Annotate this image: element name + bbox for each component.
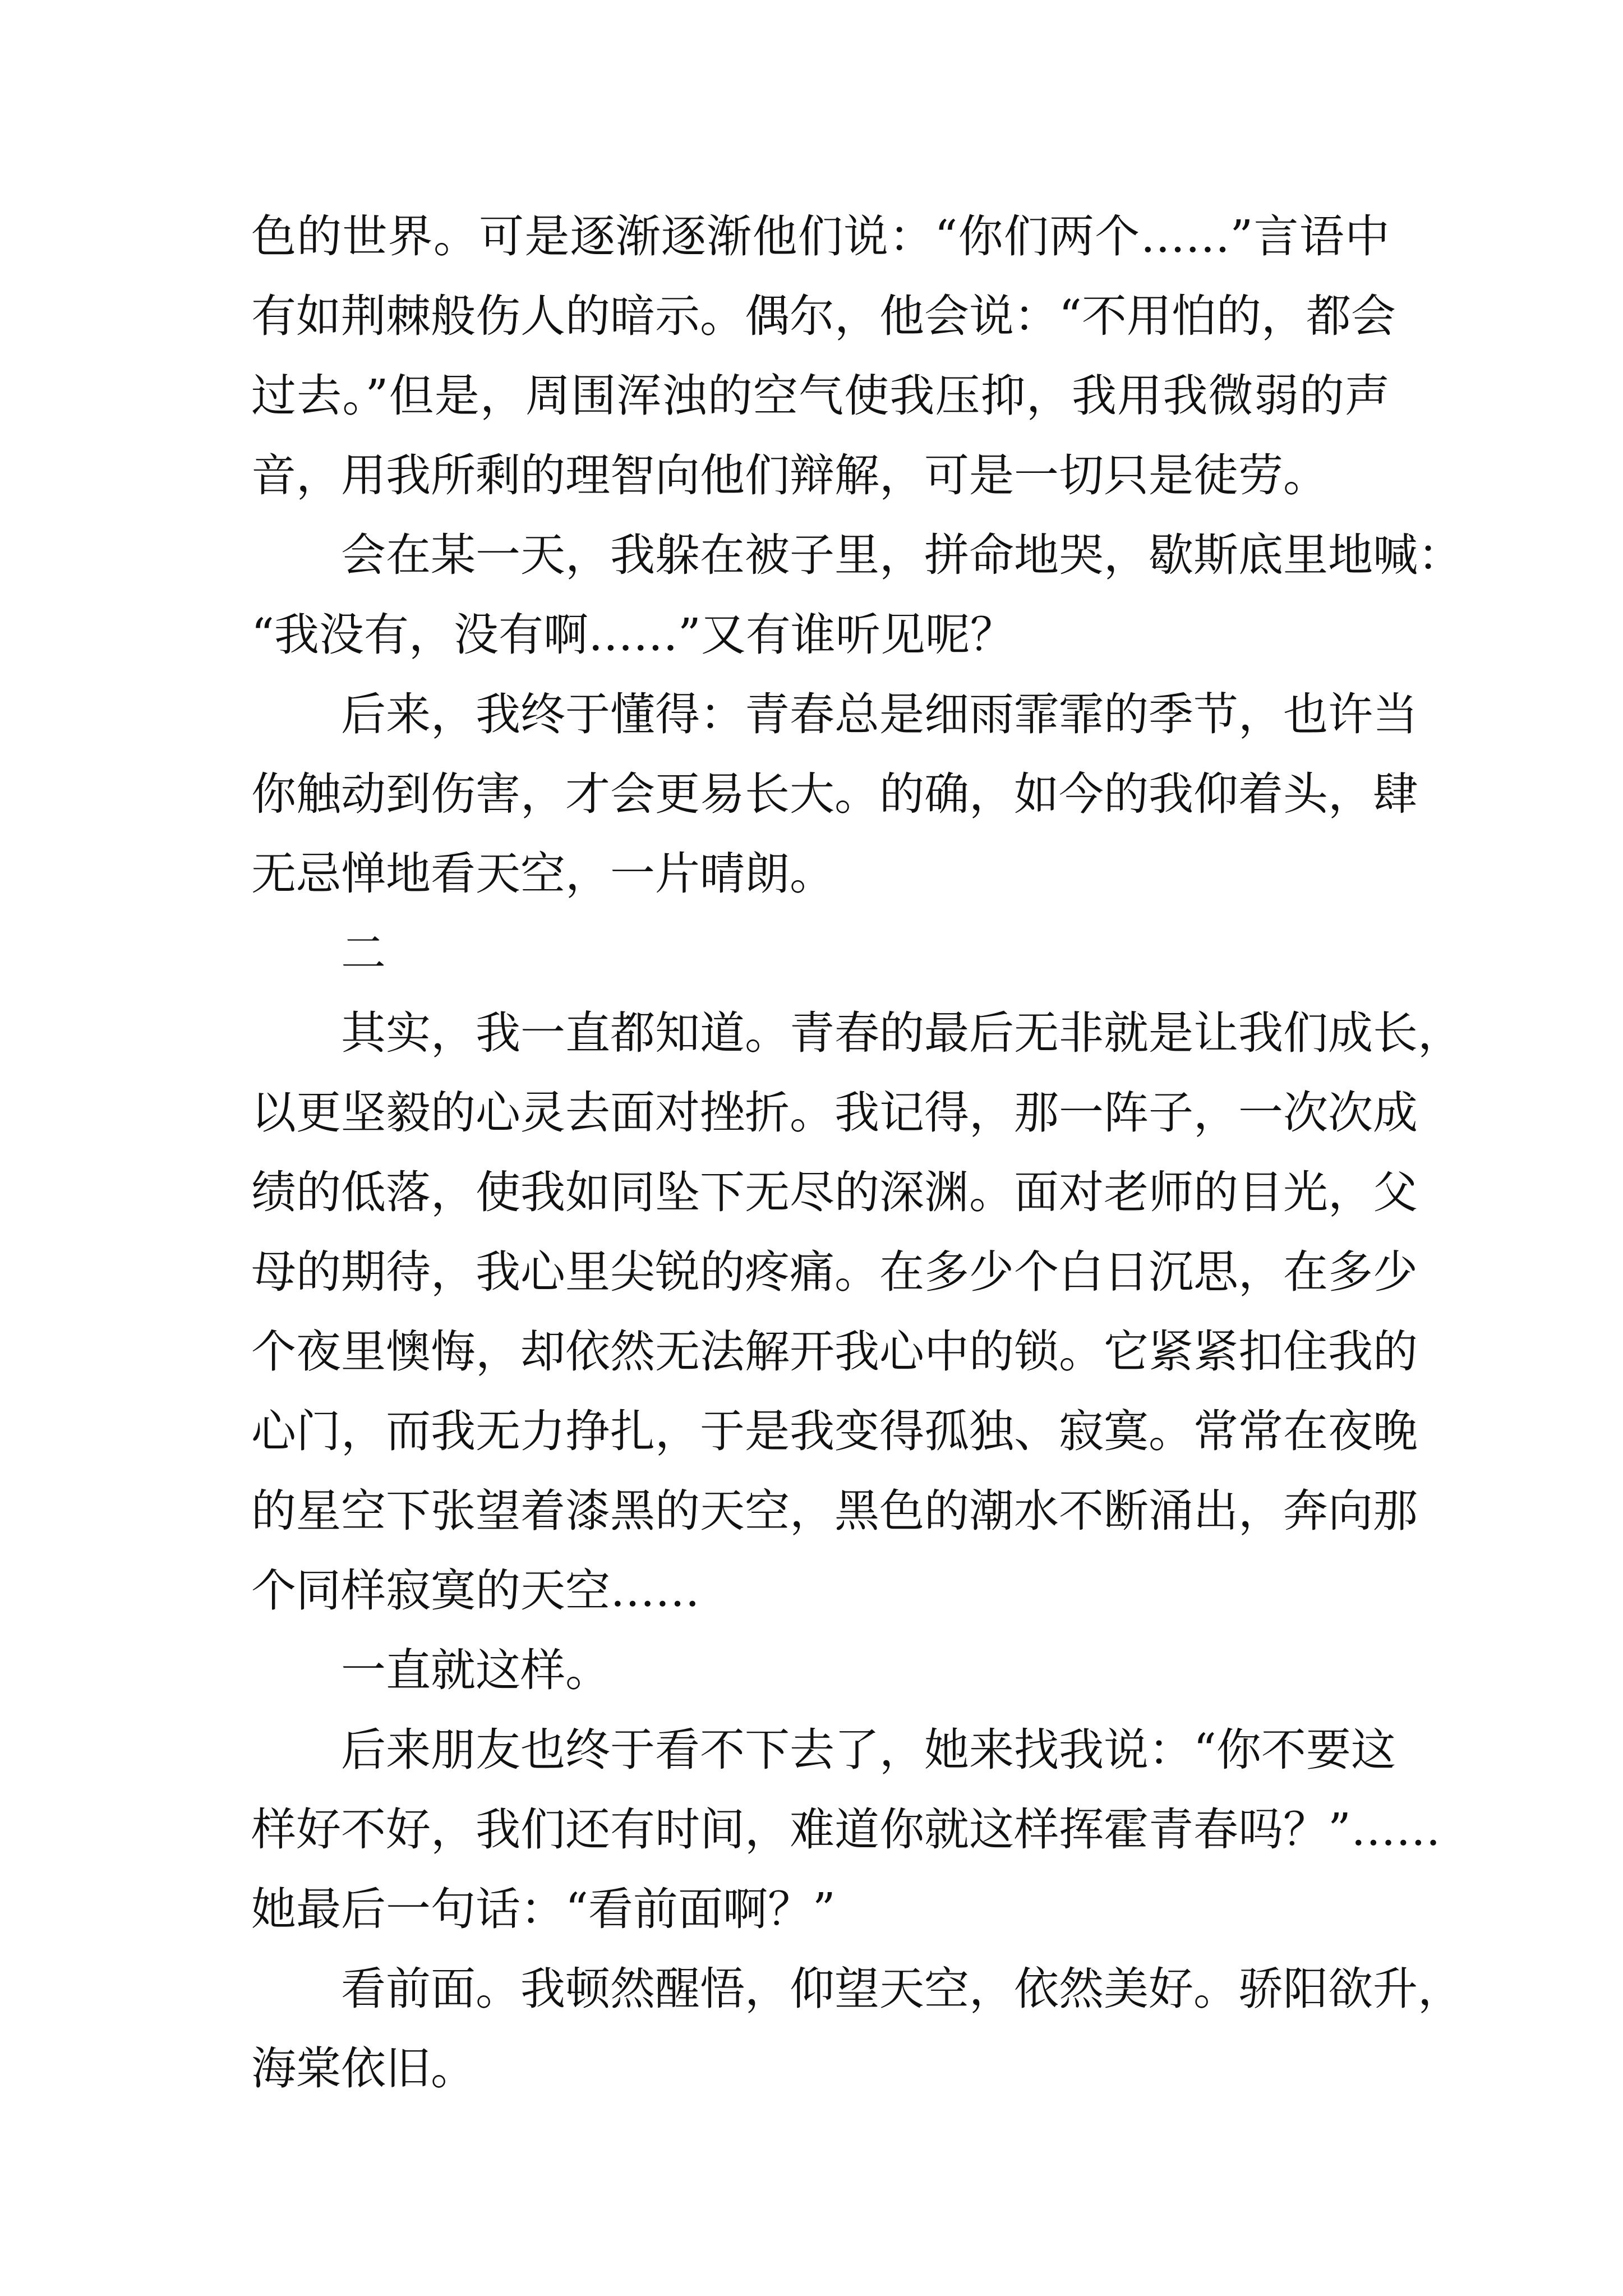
paragraph-start-line: 会在某一天，我躲在被子里，拼命地哭，歇斯底里地喊： [341, 529, 1463, 581]
paragraph-start-line: 一直就这样。 [341, 1644, 610, 1696]
text-line: 海棠依旧。 [251, 2042, 476, 2095]
text-line: 以更坚毅的心灵去面对挫折。我记得，那一阵子，一次次成 [251, 1087, 1418, 1139]
text-line: 音，用我所剩的理智向他们辩解，可是一切只是徒劳。 [251, 449, 1328, 501]
text-line: 她最后一句话：“看前面啊？” [251, 1883, 836, 1935]
text-line: 绩的低落，使我如同坠下无尽的深渊。面对老师的目光，父 [251, 1166, 1418, 1218]
text-line: 色的世界。可是逐渐逐渐他们说：“你们两个……”言语中 [251, 210, 1390, 263]
text-line: 你触动到伤害，才会更易长大。的确，如今的我仰着头，肆 [251, 768, 1418, 820]
paragraph-start-line: 后来，我终于懂得：青春总是细雨霏霏的季节，也许当 [341, 688, 1418, 740]
text-line: “我没有，没有啊……”又有谁听见呢？ [251, 609, 1015, 661]
text-line: 心门，而我无力挣扎，于是我变得孤独、寂寞。常常在夜晚 [251, 1405, 1418, 1457]
text-line: 样好不好，我们还有时间，难道你就这样挥霍青春吗？”…… [251, 1803, 1441, 1856]
text-line: 个同样寂寞的天空…… [251, 1565, 700, 1617]
text-line: 有如荆棘般伤人的暗示。偶尔，他会说：“不用怕的，都会 [251, 290, 1396, 342]
text-line: 个夜里懊悔，却依然无法解开我心中的锁。它紧紧扣住我的 [251, 1326, 1418, 1378]
text-line: 无忌惮地看天空，一片晴朗。 [251, 848, 834, 900]
text-line: 母的期待，我心里尖锐的疼痛。在多少个白日沉思，在多少 [251, 1246, 1418, 1298]
paragraph-start-line: 其实，我一直都知道。青春的最后无非就是让我们成长， [341, 1007, 1463, 1059]
text-line: 的星空下张望着漆黑的天空，黑色的潮水不断涌出，奔向那 [251, 1485, 1418, 1537]
paragraph-start-line: 后来朋友也终于看不下去了，她来找我说：“你不要这 [341, 1724, 1396, 1776]
paragraph-start-line: 看前面。我顿然醒悟，仰望天空，依然美好。骄阳欲升， [341, 1963, 1463, 2015]
section-number: 二 [341, 927, 386, 979]
text-line: 过去。”但是，周围浑浊的空气使我压抑，我用我微弱的声 [251, 370, 1390, 422]
